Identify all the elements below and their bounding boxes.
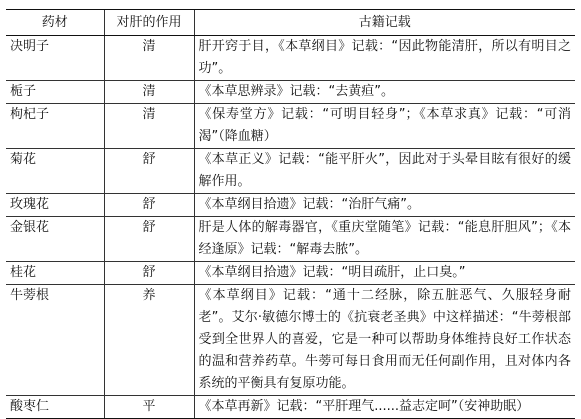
herb-name: 金银花 [6, 217, 104, 262]
liver-effect: 舒 [104, 194, 194, 217]
header-classical-records: 古籍记载 [194, 10, 575, 36]
herb-name: 牛蒡根 [6, 285, 104, 396]
table-row [6, 104, 575, 149]
header-row [6, 10, 575, 36]
herb-name: 枸杞子 [6, 104, 104, 149]
herb-name: 栀子 [6, 81, 104, 104]
liver-effect: 清 [104, 81, 194, 104]
classical-record: 《本草正义》记载：“能平肝火”，因此对于头晕目眩有很好的缓解作用。 [194, 149, 575, 194]
herb-name: 菊花 [6, 149, 104, 194]
table-header [6, 10, 575, 36]
classical-record: 肝开窍于目，《本草纲目》记载：“因此物能清肝，所以有明目之功”。 [194, 36, 575, 81]
herb-name: 酸枣仁 [6, 396, 104, 419]
classical-record: 《本草纲目》记载：“通十二经脉，除五脏恶气、久服轻身耐老”。艾尔·敏德尔博士的《抗衰老圣典》中这样描述：“牛蒡根部受到全世界人的喜爱，它是一种可以帮助身体维持良好工作状态的温和营养药草。牛蒡可每日食用而无任何副作用，且对体内各系统的平衡具有复原功能。 [194, 285, 575, 396]
classical-record: 《本草再新》记载：“平肝理气......益志定呵”（安神助眠） [194, 396, 575, 419]
herb-name: 玫瑰花 [6, 194, 104, 217]
liver-effect: 舒 [104, 217, 194, 262]
liver-effect: 清 [104, 36, 194, 81]
liver-effect: 养 [104, 285, 194, 396]
header-liver-effect: 对肝的作用 [104, 10, 194, 36]
classical-record: 《本草纲目拾遗》记载：“治肝气痛”。 [194, 194, 575, 217]
liver-effect: 舒 [104, 262, 194, 285]
classical-record: 《本草纲目拾遗》记载：“明目疏肝，止口臭。” [194, 262, 575, 285]
herb-name: 桂花 [6, 262, 104, 285]
classical-record: 《保寿堂方》记载：“可明目轻身”；《本草求真》记载：“可消渴”（降血糖） [194, 104, 575, 149]
classical-record: 《本草思辨录》记载：“去黄疸”。 [194, 81, 575, 104]
table-row [6, 262, 575, 285]
table-row [6, 217, 575, 262]
table-row [6, 194, 575, 217]
header-herb: 药材 [6, 10, 104, 36]
classical-record: 肝是人体的解毒器官，《重庆堂随笔》记载：“能息肝胆风”；《本经逢原》记载：“解毒去脓”。 [194, 217, 575, 262]
liver-effect: 清 [104, 104, 194, 149]
herb-liver-table [6, 9, 575, 419]
table-body [6, 36, 575, 419]
table-row [6, 36, 575, 81]
herb-name: 决明子 [6, 36, 104, 81]
liver-effect: 舒 [104, 149, 194, 194]
table-row [6, 396, 575, 419]
liver-effect: 平 [104, 396, 194, 419]
table-row [6, 149, 575, 194]
table-row [6, 81, 575, 104]
table-row [6, 285, 575, 396]
